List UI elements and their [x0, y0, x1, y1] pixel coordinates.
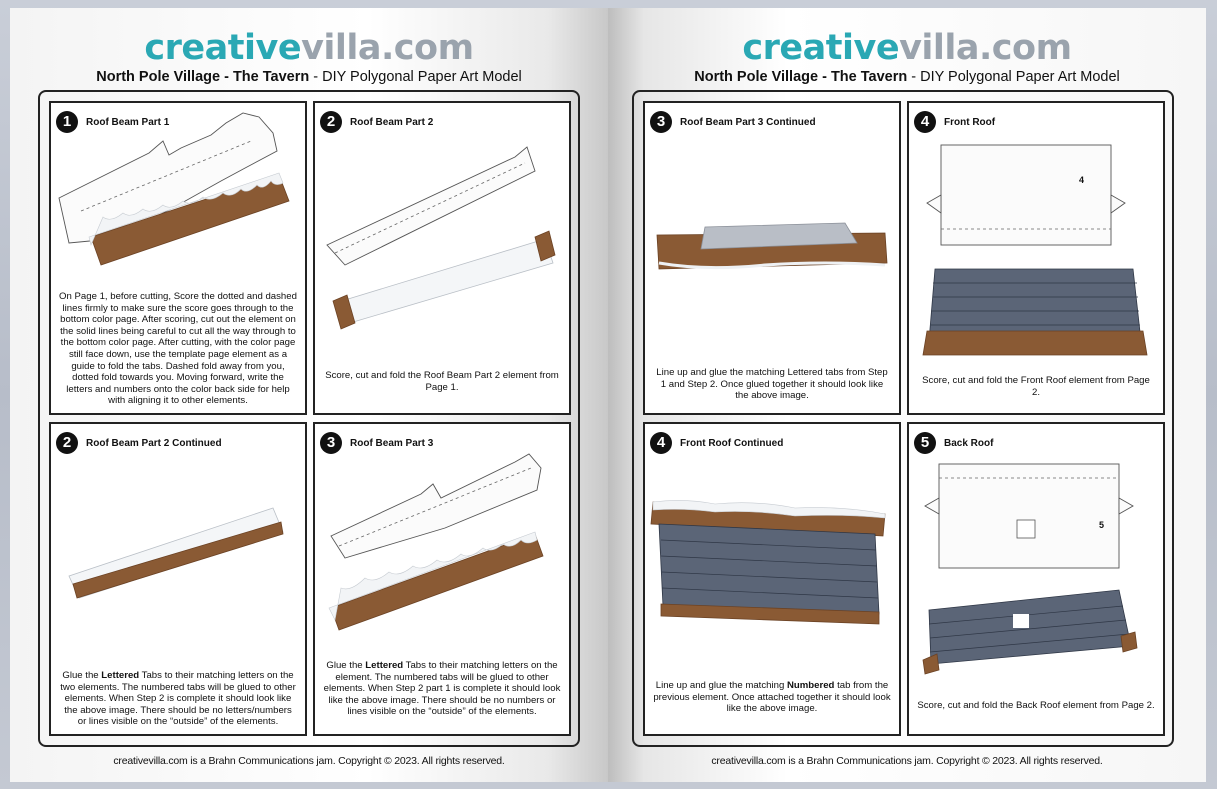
tab-left: [927, 195, 941, 213]
page-subtitle: [10, 69, 608, 85]
step-description: [323, 660, 561, 718]
wood-end-left: [923, 654, 939, 674]
roof-beam-part2-illustration: [315, 103, 569, 333]
front-roof-continued-illustration: [645, 424, 899, 654]
step-number-badge: 5: [914, 432, 936, 454]
subtitle-rest: - DIY Polygonal Paper Art Model: [907, 69, 1120, 85]
step-title: Roof Beam Part 1: [86, 117, 170, 128]
template-piece: [939, 464, 1119, 568]
template-number: 5: [1099, 520, 1105, 530]
step-title: Front Roof: [944, 117, 996, 128]
step-number-badge: 4: [914, 111, 936, 133]
step-panel: [907, 101, 1165, 415]
logo-part-villa: villa.com: [301, 28, 474, 68]
template-piece: [327, 147, 535, 265]
step-description: Line up and glue the matching Lettered tabs from Step 1 and Step 2. Once glued together it should look like the above image.: [656, 367, 888, 402]
wood-beam-edge: [73, 522, 283, 598]
page-subtitle: [608, 69, 1206, 85]
back-roof-illustration: [909, 424, 1163, 694]
step-number-badge: 3: [650, 111, 672, 133]
text-bold: Lettered: [365, 660, 404, 671]
logo-part-creative: creative: [144, 28, 302, 68]
text-post: Tabs to their matching letters on the two elements. The numbered tabs will be glued to other elements. When Step 2 is complete it should look like the above image. There should be no letters/numbers or lines visible on the “outside” of the elements.: [60, 670, 296, 728]
roof-beam-part3-illustration: [315, 424, 569, 654]
step-number-badge: 2: [56, 432, 78, 454]
step-panel: [643, 422, 901, 736]
step-number-badge: 2: [320, 111, 342, 133]
chimney-hole: [1013, 614, 1029, 628]
chimney-cutout: [1017, 520, 1035, 538]
step-title: Roof Beam Part 3 Continued: [680, 117, 816, 128]
roof-shingles: [659, 524, 879, 614]
step-title: Roof Beam Part 2 Continued: [86, 438, 222, 449]
step-title: Roof Beam Part 3: [350, 438, 434, 449]
roof-shingles: [929, 590, 1131, 664]
step-panel: [313, 422, 571, 736]
text-bold: Lettered: [101, 670, 140, 681]
template-number: 4: [1079, 175, 1085, 185]
step-number-badge: 3: [320, 432, 342, 454]
step-description: [653, 680, 891, 715]
step-description: Score, cut and fold the Roof Beam Part 2 element from Page 1.: [325, 370, 559, 393]
roof-beam-part2-continued-illustration: [51, 424, 305, 624]
wood-end-right: [1121, 632, 1137, 652]
step-description: Score, cut and fold the Front Roof element from Page 2.: [922, 375, 1150, 398]
step-panel: [49, 101, 307, 415]
template-piece: [941, 145, 1111, 245]
instructions-frame: [38, 90, 580, 747]
tab-left: [925, 498, 939, 514]
tab-right: [1111, 195, 1125, 213]
step-description: Score, cut and fold the Back Roof element from Page 2.: [917, 700, 1155, 711]
page-footer: creativevilla.com is a Brahn Communications jam. Copyright © 2023. All rights reserved.: [113, 755, 505, 767]
step-description: [59, 670, 297, 728]
step-title: Roof Beam Part 2: [350, 117, 434, 128]
site-logo: [608, 28, 1206, 68]
logo-part-creative: creative: [742, 28, 900, 68]
booklet-spread: [10, 8, 1206, 782]
text-bold: Numbered: [786, 680, 835, 691]
fold-line: [339, 468, 531, 546]
text-post: Tabs to their matching letters on the element. The numbered tabs will be glued to other elements. When Step 2 part 1 is complete it should look like the above image. There should be no numbers or lines visible on the “outside” of the elements.: [323, 660, 561, 718]
roof-beam-part3-continued-illustration: [645, 103, 899, 343]
wood-base: [923, 331, 1147, 355]
step-title: Front Roof Continued: [680, 438, 784, 449]
text-pre: Glue the: [326, 660, 366, 671]
tab-right: [1119, 498, 1133, 514]
step-number-badge: 1: [56, 111, 78, 133]
step-panel: [313, 101, 571, 415]
step-title: Back Roof: [944, 438, 994, 449]
step-panel: [49, 422, 307, 736]
subtitle-bold: North Pole Village - The Tavern: [694, 69, 908, 85]
text-pre: Line up and glue the matching: [655, 680, 787, 691]
text-post: tab from the previous element. Once attached together it should look like the above image.: [653, 680, 891, 715]
subtitle-rest: - DIY Polygonal Paper Art Model: [309, 69, 522, 85]
roof-beam-part1-illustration: [51, 103, 305, 283]
right-page: [608, 8, 1206, 782]
front-roof-illustration: [909, 103, 1163, 373]
step-number-badge: 4: [650, 432, 672, 454]
step-panel: [907, 422, 1165, 736]
text-pre: Glue the: [62, 670, 102, 681]
step-panel: [643, 101, 901, 415]
step-description: On Page 1, before cutting, Score the dotted and dashed lines firmly to make sure the score goes through to the bottom color page. After scoring, cut out the element on the solid lines being careful to cut all the way through to the bottom color page. After cutting, with the color page still face down, use the template page element as a guide to fold the tabs. Dashed fold away from you, dotted fold towards you. Moving forward, write the letters and numbers onto the color back side for help with aligning it to other elements.: [59, 291, 297, 407]
site-logo: [10, 28, 608, 68]
left-page: [10, 8, 608, 782]
page-footer: creativevilla.com is a Brahn Communications jam. Copyright © 2023. All rights reserved.: [711, 755, 1103, 767]
instructions-frame: [632, 90, 1174, 747]
roof-shingles: [929, 269, 1141, 341]
logo-part-villa: villa.com: [899, 28, 1072, 68]
subtitle-bold: North Pole Village - The Tavern: [96, 69, 310, 85]
